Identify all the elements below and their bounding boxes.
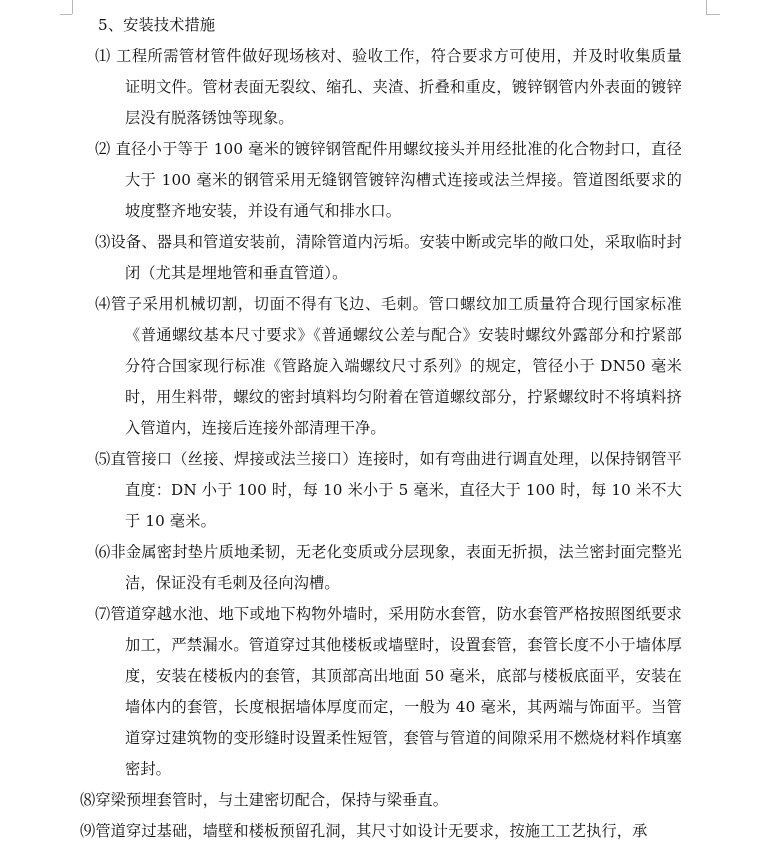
section-heading: 5、安装技术措施 — [98, 16, 216, 34]
list-item-6: ⑹非金属密封垫片质地柔韧，无老化变质或分层现象，表面无折损，法兰密封面完整光洁，保证没有毛刺及径向沟槽。 — [95, 543, 682, 592]
list-item-2: ⑵ 直径小于等于 100 毫米的镀锌钢管配件用螺纹接头并用经批准的化合物封口，直径大于 100 毫米的钢管采用无缝钢管镀锌沟槽式连接或法兰焊接。管道图纸要求的坡度整齐地安装，并设有通气和排水口。 — [95, 140, 682, 220]
list-item-9: ⑼管道穿过基础，墙壁和楼板预留孔洞，其尺寸如设计无要求，按施工工艺执行，承 — [80, 822, 648, 840]
list-item-1: ⑴ 工程所需管材管件做好现场核对、验收工作，符合要求方可使用，并及时收集质量证明文件。管材表面无裂纹、缩孔、夹渣、折叠和重皮，镀锌钢管内外表面的镀锌层没有脱落锈蚀等现象。 — [95, 47, 682, 127]
list-item-8: ⑻穿梁预埋套管时，与土建密切配合，保持与梁垂直。 — [80, 791, 449, 809]
list-item-3: ⑶设备、器具和管道安装前，清除管道内污垢。安装中断或完毕的敞口处，采取临时封闭（尤其是埋地管和垂直管道）。 — [95, 233, 682, 282]
document-body — [0, 10, 779, 847]
list-item-4: ⑷管子采用机械切割，切面不得有飞边、毛刺。管口螺纹加工质量符合现行国家标准《普通螺纹基本尺寸要求》《普通螺纹公差与配合》安装时螺纹外露部分和拧紧部分符合国家现行标准《管路旋入端螺纹尺寸系列》的规定，管径小于 DN50 毫米时，用生料带，螺纹的密封填料均匀附着在管道螺纹部分，拧紧螺纹时不将填料挤入管道内，连接后连接外部清理干净。 — [95, 295, 682, 437]
list-item-7: ⑺管道穿越水池、地下或地下构物外墙时，采用防水套管，防水套管严格按照图纸要求加工，严禁漏水。管道穿过其他楼板或墙壁时，设置套管，套管长度不小于墙体厚度，安装在楼板内的套管，其顶部高出地面 50 毫米，底部与楼板底面平，安装在墙体内的套管，长度根据墙体厚度而定，一般为 40 毫米，其两端与饰面平。当管道穿过建筑物的变形缝时设置柔性短管，套管与管道的间隙采用不燃烧材料作填塞密封。 — [95, 605, 682, 778]
list-item-5: ⑸直管接口（丝接、焊接或法兰接口）连接时，如有弯曲进行调直处理，以保持钢管平直度：DN 小于 100 时，每 10 米小于 5 毫米，直径大于 100 时，每 10 米不大于 10 毫米。 — [95, 450, 682, 530]
